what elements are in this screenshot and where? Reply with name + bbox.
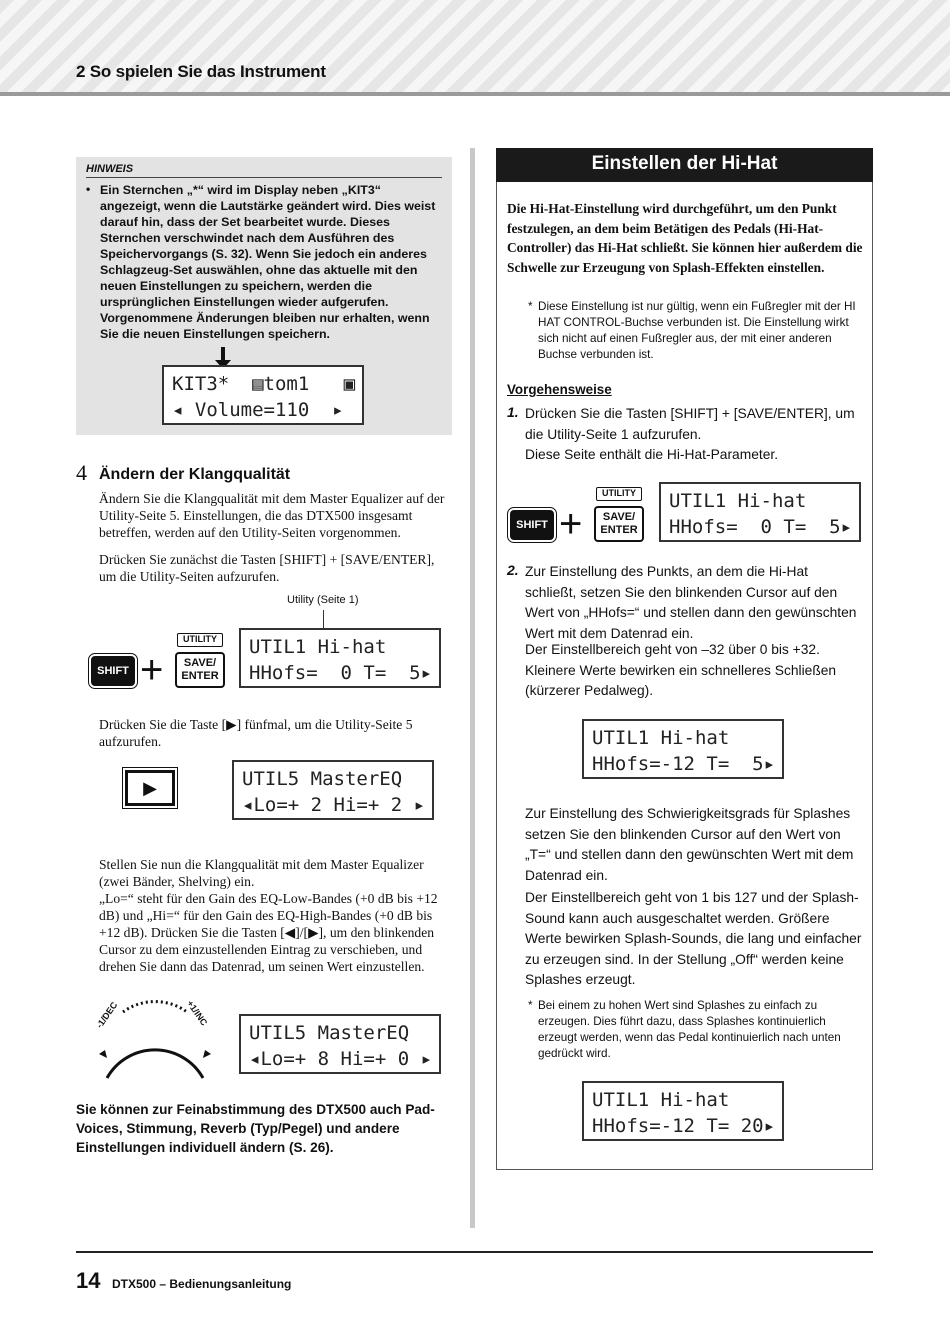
lcd-line-2: ◂Lo=+ 2 Hi=+ 2 ▸ xyxy=(242,794,426,816)
step4-paragraph-2: Drücken Sie zunächst die Tasten [SHIFT] + [SAVE/ENTER], um die Utility-Seiten aufzurufen. xyxy=(99,552,435,584)
step-heading: Ändern der Klangqualität xyxy=(99,466,291,483)
lcd-line-2: HHofs=-12 T= 5▸ xyxy=(592,753,776,775)
lcd-util1-a xyxy=(659,482,861,542)
hint-box xyxy=(76,157,452,435)
step4-paragraph-1: Ändern Sie die Klangqualität mit dem Master Equalizer auf der Utility-Seite 5. Einstellungen, die das DTX500 insgesamt betreffen, werden auf den Utility-Seiten vorgenommen. xyxy=(99,491,445,540)
caption-leader xyxy=(323,610,324,628)
page-number: 14 xyxy=(76,1268,101,1293)
shift-key[interactable]: SHIFT xyxy=(510,510,554,540)
lcd-line-1: UTIL5 MasterEQ xyxy=(249,1022,410,1044)
lcd-util5-b xyxy=(239,1014,441,1074)
note-1: Diese Einstellung ist nur gültig, wenn ein Fußregler mit der HI HAT CONTROL-Buchse verbunden ist. Die Einstellung wirkt sich nicht auf einen Fußregler aus, der mit einer anderen Buchse verbunden ist. xyxy=(538,300,856,361)
splash-paragraph-1: Zur Einstellung des Schwierigkeitsgrads für Splashes setzen Sie den blinkenden Cursor auf den Wert von „T=“ und stellen dann den gewünschten Wert mit dem Datenrad ein. xyxy=(525,806,854,883)
note-asterisk: * xyxy=(528,999,533,1012)
step4-paragraph-4: Stellen Sie nun die Klangqualität mit dem Master Equalizer (zwei Bänder, Shelving) ein. xyxy=(99,857,424,889)
save-enter-label: SAVE/ ENTER xyxy=(181,657,219,682)
lcd-line-2: ◂ Volume=110 ▸ xyxy=(172,399,344,421)
save-enter-key[interactable] xyxy=(175,652,225,688)
lcd-line-1: UTIL1 Hi-hat xyxy=(592,1089,730,1111)
procedure-heading: Vorgehensweise xyxy=(507,382,612,397)
lcd-util1 xyxy=(239,628,441,688)
lcd-line-1: UTIL1 Hi-hat xyxy=(249,636,387,658)
play-key[interactable] xyxy=(125,770,175,806)
section-intro: Die Hi-Hat-Einstellung wird durchgeführt, um den Punkt festzulegen, an dem beim Betätigen des Pedals (Hi-Hat-Controller) das Hi-Hat schließt. Sie können hier außerdem die Schwelle zur Erzeugung von Splash-Effekten einstellen. xyxy=(507,201,863,275)
lcd-util5-a xyxy=(232,760,434,820)
lcd-line-1: UTIL1 Hi-hat xyxy=(592,727,730,749)
dial-dec-label: -1/DEC xyxy=(94,1000,120,1030)
hint-lcd xyxy=(162,365,364,425)
step-1-number: 1. xyxy=(507,404,519,420)
footer-title: DTX500 – Bedienungsanleitung xyxy=(112,1277,292,1291)
hint-text: Ein Sternchen „*“ wird im Display neben „KIT3“ angezeigt, wenn die Lautstärke geändert wird. Dies weist darauf hin, dass der Set bearbeitet wurde. Dieses Sternchen verschwindet nach dem Ausführen des Speichervorgangs (S. 32). Wenn Sie jedoch ein anderes Schlagzeug-Set auswählen, ohne das aktuelle mit den neuen Einstellungen zu speichern, werden die ursprünglichen Einstellungen wieder aufgerufen. Vorgenommene Änderungen bleiben nur erhalten, wenn Sie die neuen Einstellungen speichern. xyxy=(100,183,436,341)
note-asterisk: * xyxy=(528,300,533,313)
save-enter-label: SAVE/ ENTER xyxy=(600,511,638,536)
note-2: Bei einem zu hohen Wert sind Splashes zu einfach zu erzeugen. Dies führt dazu, dass Splashes kontinuierlich erzeugt werden, wenn das Pedal kontinuierlich nach unten gedrückt wird. xyxy=(538,999,841,1060)
arrow-down-icon xyxy=(221,347,225,361)
header-rule xyxy=(0,92,950,96)
plus-sign: + xyxy=(140,648,164,692)
lcd-line-2: ◂Lo=+ 8 Hi=+ 0 ▸ xyxy=(249,1048,433,1070)
play-icon: ▶ xyxy=(143,778,157,798)
step-1-text: Drücken Sie die Tasten [SHIFT] + [SAVE/ENTER], um die Utility-Seite 1 aufzurufen. xyxy=(525,406,855,442)
lcd-line-2: HHofs= 0 T= 5▸ xyxy=(249,662,433,684)
step-2-subtext: Der Einstellbereich geht von –32 über 0 bis +32. Kleinere Werte bewirken ein schnelleres Schließen (kürzerer Pedalweg). xyxy=(525,642,837,698)
step-2-text: Zur Einstellung des Punkts, an dem die Hi-Hat schließt, setzen Sie den blinkenden Cursor auf den Wert von „HHofs=“ und stellen dann den gewünschten Wert mit dem Datenrad ein. xyxy=(525,564,857,641)
step-number: 4 xyxy=(76,460,87,485)
lcd-line-2: HHofs= 0 T= 5▸ xyxy=(669,516,853,538)
utility-caption: Utility (Seite 1) xyxy=(287,594,359,606)
utility-label: UTILITY xyxy=(177,633,223,647)
chapter-title: 2 So spielen Sie das Instrument xyxy=(76,62,326,81)
shift-key[interactable]: SHIFT xyxy=(91,656,135,686)
splash-paragraph-2: Der Einstellbereich geht von 1 bis 127 und der Splash-Sound kann auch ausgeschaltet werden. Größere Werte bewirken Splash-Sounds, die lang und einfacher zu erzeugen sind. In der Stellung „Off“ werden keine Splashes erzeugt. xyxy=(525,890,862,987)
plus-sign: + xyxy=(559,502,583,546)
lcd-line-1: UTIL1 Hi-hat xyxy=(669,490,807,512)
hint-title: HINWEIS xyxy=(86,163,134,175)
step4-paragraph-5: „Lo=“ steht für den Gain des EQ-Low-Bandes (+0 dB bis +12 dB) und „Hi=“ für den Gain des EQ-High-Bandes (+0 dB bis +12 dB). Drücken Sie die Tasten [◀]/[▶], um den blinkenden Cursor zu dem einzustellenden Eintrag zu verschieben, und drehen Sie dann das Datenrad, um seinen Wert einzustellen. xyxy=(99,891,438,974)
lcd-line-1: KIT3* ▤tom1 ▣ xyxy=(172,373,356,395)
lcd-line-2: HHofs=-12 T= 20▸ xyxy=(592,1115,776,1137)
lcd-util1-b xyxy=(582,719,784,779)
hint-rule xyxy=(86,177,442,178)
hint-bullet: • xyxy=(86,182,91,196)
step4-paragraph-3: Drücken Sie die Taste [▶] fünfmal, um die Utility-Seite 5 aufzurufen. xyxy=(99,717,413,749)
utility-label: UTILITY xyxy=(596,487,642,501)
closing-statement: Sie können zur Feinabstimmung des DTX500 auch Pad-Voices, Stimmung, Reverb (Typ/Pegel) und andere Einstellungen individuell ändern (S. 26). xyxy=(76,1102,435,1155)
save-enter-key[interactable] xyxy=(594,506,644,542)
step-2-number: 2. xyxy=(507,562,519,578)
dial-inc-label: +1/INC xyxy=(184,998,210,1028)
column-divider xyxy=(470,148,475,1228)
lcd-util1-c xyxy=(582,1081,784,1141)
step-1-subtext: Diese Seite enthält die Hi-Hat-Parameter. xyxy=(525,447,779,462)
section-heading: Einstellen der Hi-Hat xyxy=(496,148,873,182)
lcd-line-1: UTIL5 MasterEQ xyxy=(242,768,403,790)
footer-rule xyxy=(76,1251,873,1253)
